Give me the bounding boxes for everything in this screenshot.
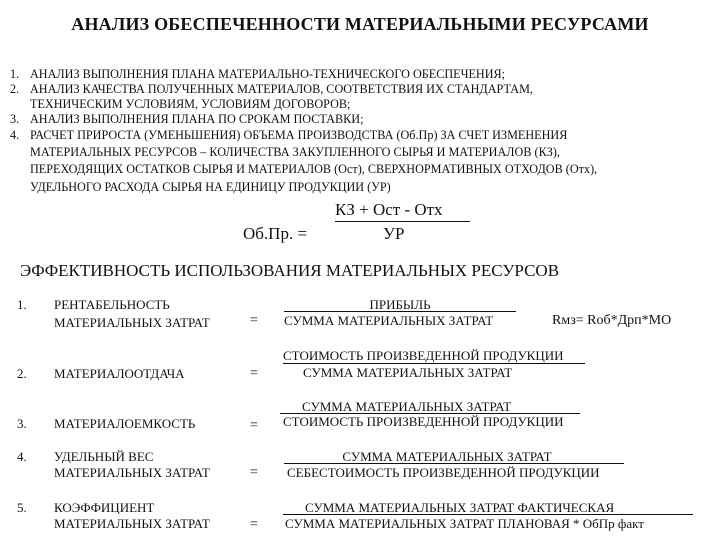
row-label: МАТЕРИАЛЬНЫХ ЗАТРАТ — [54, 465, 210, 480]
page-title: АНАЛИЗ ОБЕСПЕЧЕННОСТИ МАТЕРИАЛЬНЫМИ РЕСУРСАМИ — [71, 14, 649, 34]
row-label: КОЭФФИЦИЕНТ — [54, 500, 155, 515]
equals-sign: = — [250, 366, 258, 381]
equals-sign: = — [250, 517, 258, 532]
list-text: АНАЛИЗ ВЫПОЛНЕНИЯ ПЛАНА МАТЕРИАЛЬНО-ТЕХНИЧЕСКОГО ОБЕСПЕЧЕНИЯ; — [30, 67, 506, 81]
row-label: МАТЕРИАЛООТДАЧА — [54, 366, 185, 381]
equals-sign: = — [250, 465, 258, 480]
fraction-line — [284, 463, 624, 464]
fraction-line — [284, 311, 516, 312]
row-extra-formula: Rмз= Rоб*Дрп*МО — [552, 313, 672, 328]
equals-sign: = — [250, 313, 258, 328]
equals-sign: = — [250, 418, 258, 433]
row-label: УДЕЛЬНЫЙ ВЕС — [54, 449, 154, 464]
row-denominator: СЕБЕСТОИМОСТЬ ПРОИЗВЕДЕННОЙ ПРОДУКЦИИ — [287, 465, 600, 480]
list-item-1 — [10, 67, 505, 82]
row-label: МАТЕРИАЛЬНЫХ ЗАТРАТ — [54, 516, 210, 531]
list-number: 4. — [10, 128, 20, 142]
list-text: РАСЧЕТ ПРИРОСТА (УМЕНЬШЕНИЯ) ОБЪЕМА ПРОИЗВОДСТВА (Об.Пр) ЗА СЧЕТ ИЗМЕНЕНИЯ — [30, 128, 568, 142]
row-label: МАТЕРИАЛЬНЫХ ЗАТРАТ — [54, 315, 210, 330]
row-number: 2. — [17, 366, 27, 381]
list-number: 1. — [10, 67, 20, 81]
row-denominator: СТОИМОСТЬ ПРОИЗВЕДЕННОЙ ПРОДУКЦИИ — [283, 414, 564, 429]
row-numerator: СУММА МАТЕРИАЛЬНЫХ ЗАТРАТ ФАКТИЧЕСКАЯ — [305, 500, 615, 515]
row-number: 4. — [17, 449, 27, 464]
list-text-continuation: МАТЕРИАЛЬНЫХ РЕСУРСОВ – КОЛИЧЕСТВА ЗАКУПЛЕННОГО СЫРЬЯ И МАТЕРИАЛОВ (КЗ), — [30, 145, 560, 159]
fraction-line — [283, 363, 585, 364]
formula-lhs: Об.Пр. = — [243, 224, 308, 243]
list-text-continuation: УДЕЛЬНОГО РАСХОДА СЫРЬЯ НА ЕДИНИЦУ ПРОДУКЦИИ (УР) — [30, 180, 391, 194]
row-number: 1. — [17, 297, 27, 312]
row-label: РЕНТАБЕЛЬНОСТЬ — [54, 297, 170, 312]
fraction-line — [335, 221, 470, 222]
list-item-2 — [10, 82, 533, 97]
row-denominator: СУММА МАТЕРИАЛЬНЫХ ЗАТРАТ — [284, 313, 494, 328]
row-numerator: СТОИМОСТЬ ПРОИЗВЕДЕННОЙ ПРОДУКЦИИ — [283, 348, 564, 363]
section-title: ЭФФЕКТИВНОСТЬ ИСПОЛЬЗОВАНИЯ МАТЕРИАЛЬНЫХ РЕСУРСОВ — [20, 261, 560, 280]
formula-numerator: КЗ + Ост - Отх — [335, 200, 443, 219]
fraction-line — [283, 514, 693, 515]
row-number: 3. — [17, 416, 27, 431]
list-text: АНАЛИЗ КАЧЕСТВА ПОЛУЧЕННЫХ МАТЕРИАЛОВ, СООТВЕТСТВИЯ ИХ СТАНДАРТАМ, — [30, 82, 533, 96]
row-number: 5. — [17, 500, 27, 515]
row-numerator: ПРИБЫЛЬ — [369, 297, 431, 312]
list-number: 3. — [10, 112, 20, 126]
list-number: 2. — [10, 82, 20, 96]
list-text-continuation: ПЕРЕХОДЯЩИХ ОСТАТКОВ СЫРЬЯ И МАТЕРИАЛОВ (Ост), СВЕРХНОРМАТИВНЫХ ОТХОДОВ (Отх), — [30, 162, 598, 176]
row-numerator: СУММА МАТЕРИАЛЬНЫХ ЗАТРАТ — [302, 399, 512, 414]
row-denominator: СУММА МАТЕРИАЛЬНЫХ ЗАТРАТ — [303, 365, 513, 380]
row-numerator: СУММА МАТЕРИАЛЬНЫХ ЗАТРАТ — [342, 449, 552, 464]
list-text-continuation: ТЕХНИЧЕСКИМ УСЛОВИЯМ, УСЛОВИЯМ ДОГОВОРОВ; — [30, 97, 351, 111]
list-text: АНАЛИЗ ВЫПОЛНЕНИЯ ПЛАНА ПО СРОКАМ ПОСТАВКИ; — [30, 112, 364, 126]
formula-denominator: УР — [383, 224, 405, 243]
row-denominator: СУММА МАТЕРИАЛЬНЫХ ЗАТРАТ ПЛАНОВАЯ * ОбПр факт — [285, 516, 644, 531]
list-item-3 — [10, 112, 363, 127]
row-label: МАТЕРИАЛОЕМКОСТЬ — [54, 416, 196, 431]
list-item-4 — [10, 128, 567, 143]
